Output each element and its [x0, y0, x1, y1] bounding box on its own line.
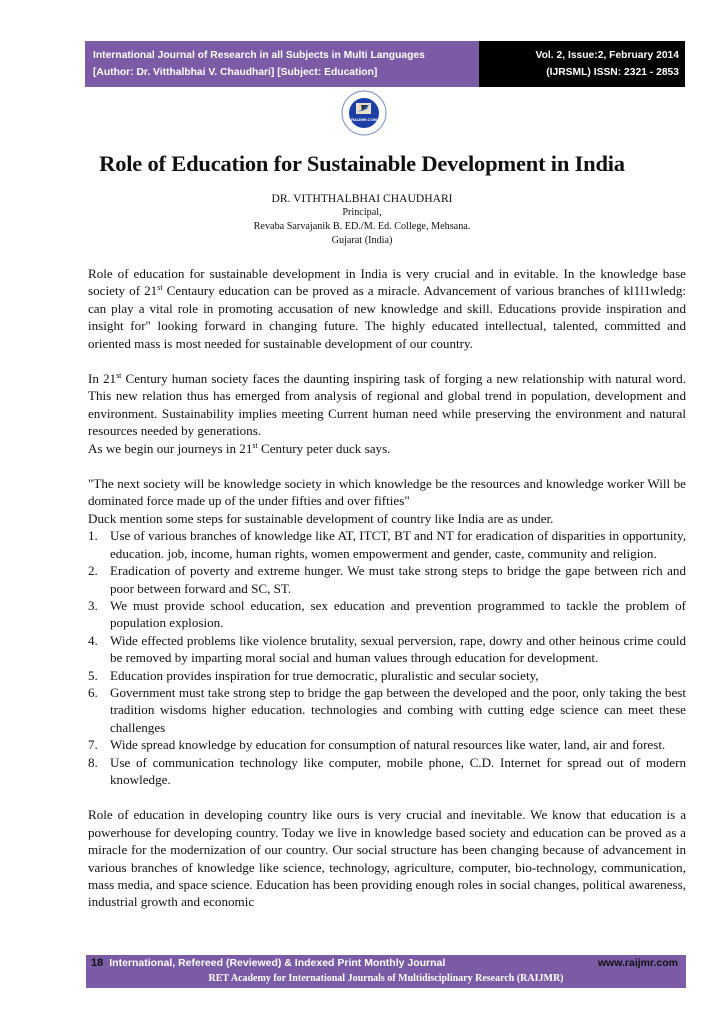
list-text: Government must take strong step to bridge the gap between the developed and the poor, only taking the best tradition wisdoms higher education. technologies and combing with cutting edge science can meet these challenges: [110, 684, 686, 735]
author-institution: Revaba Sarvajanik B. ED./M. Ed. College, Mehsana.: [253, 221, 471, 232]
steps-list: [88, 527, 686, 788]
list-number: 3.: [88, 597, 98, 613]
footer-journal-line: International, Refereed (Reviewed) & Indexed Print Monthly Journal: [109, 957, 446, 969]
list-item: [88, 562, 686, 597]
list-text: Education provides inspiration for true democratic, pluralistic and secular society,: [110, 667, 539, 683]
volume-issue: Vol. 2, Issue:2, February 2014: [535, 50, 679, 61]
author-location: Gujarat (India): [331, 235, 393, 246]
article-body: [88, 265, 686, 911]
paragraph-role-developing-country: Role of education in developing country like ours is very crucial and inevitable. We know that education is a powerhouse for developing country. Today we live in knowledge based society and education can be proved as a miracle for the modernization of our country. Our social structure has been changing because of advancement in various branches of knowledge like science, technology, agriculture, computer, bio-technology, communication, mass media, and space science. Education has been providing enough roles in social changes, political awareness, industrial growth and economic: [88, 807, 686, 910]
list-number: 8.: [88, 754, 98, 770]
list-number: 6.: [88, 684, 98, 700]
text: Centaury education can be proved as a miracle. Advancement of various branches of kl1l1wledg: can play a vital role in promoting accusation of new knowledge and skill. Educations provide inspiration and insight for" looking forward in changing future. The highly educated intellectual, talented, committed and oriented mass is most needed for sustainable development of our country.: [88, 283, 686, 351]
list-item: [88, 667, 686, 684]
text: Century peter duck says.: [257, 440, 391, 456]
list-intro: Duck mention some steps for sustainable development of country like India are as under.: [88, 510, 554, 526]
svg-text:RAIJMR.COM: RAIJMR.COM: [351, 117, 377, 122]
raijmr-logo-icon: [341, 90, 387, 136]
author-subject: [Author: Dr. Vitthalbhai V. Chaudhari] [Subject: Education]: [93, 67, 378, 78]
text: Role of education for sustainable development in India is very crucial and in evitable. In the knowledge base society of 21: [88, 266, 686, 299]
author-name: DR. VITHTHALBHAI CHAUDHARI: [271, 192, 453, 205]
list-number: 4.: [88, 632, 98, 648]
journal-footer: [86, 955, 686, 988]
list-item: [88, 597, 686, 632]
author-block: [0, 191, 724, 248]
superscript: st: [116, 371, 122, 381]
list-item: [88, 632, 686, 667]
list-item: [88, 684, 686, 736]
text: Century human society faces the daunting inspiring task of forging a new relationship with natural word. This new relation thus has emerged from analysis of regional and global trend in population, development and environment. Sustainability implies meeting Current human need while preserving the environment and natural resources needed by generations.: [88, 371, 686, 439]
website-link[interactable]: www.raijmr.com: [597, 957, 678, 969]
list-text: We must provide school education, sex education and prevention programmed to tackle the problem of population explosion.: [110, 597, 686, 631]
author-designation: Principal,: [342, 207, 382, 218]
list-item: [88, 527, 686, 562]
list-item: [88, 754, 686, 789]
header-journal-info: [85, 41, 479, 87]
journal-name: International Journal of Research in all Subjects in Multi Languages: [93, 50, 425, 61]
list-number: 7.: [88, 737, 98, 753]
footer-row: [91, 957, 678, 972]
superscript: st: [252, 440, 258, 450]
list-text: Wide effected problems like violence brutality, sexual perversion, rape, dowry and other heinous crime could be removed by imparting moral social and human values through education for development.: [110, 632, 686, 666]
superscript: st: [157, 283, 163, 293]
footer-publisher: RET Academy for International Journals of Multidisciplinary Research (RAIJMR): [208, 973, 564, 984]
paragraph-journeys: [88, 440, 686, 457]
list-number: 5.: [88, 667, 98, 683]
list-item: [88, 736, 686, 753]
quote-paragraph: "The next society will be knowledge society in which knowledge be the resources and knowledge worker Will be dominated force made up of the under fifties and over fifties": [88, 476, 686, 509]
text: In 21: [88, 371, 117, 387]
list-number: 2.: [88, 563, 98, 579]
list-text: Wide spread knowledge by education for consumption of natural resources like water, land, air and forest.: [110, 737, 666, 753]
page-number: 18: [91, 957, 104, 969]
journal-header: [85, 41, 685, 87]
issn: (IJRSML) ISSN: 2321 - 2853: [546, 67, 679, 78]
paragraph-21st-century: [88, 370, 686, 440]
text: As we begin our journeys in 21: [88, 440, 253, 456]
page-title: Role of Education for Sustainable Development in India: [99, 151, 625, 176]
header-issue-info: [479, 41, 685, 87]
paragraph-intro: [88, 265, 686, 352]
list-text: Use of communication technology like computer, mobile phone, C.D. Internet for spread out of modern knowledge.: [110, 754, 686, 787]
list-text: Use of various branches of knowledge like AT, ITCT, BT and NT for eradication of disparities in opportunity, education. job, income, human rights, women empowerment and gender, caste, community and religion.: [110, 528, 686, 561]
list-text: Eradication of poverty and extreme hunger. We must take strong steps to bridge the gape between rich and poor between forward and SC, ST.: [110, 563, 686, 596]
list-number: 1.: [88, 528, 98, 544]
